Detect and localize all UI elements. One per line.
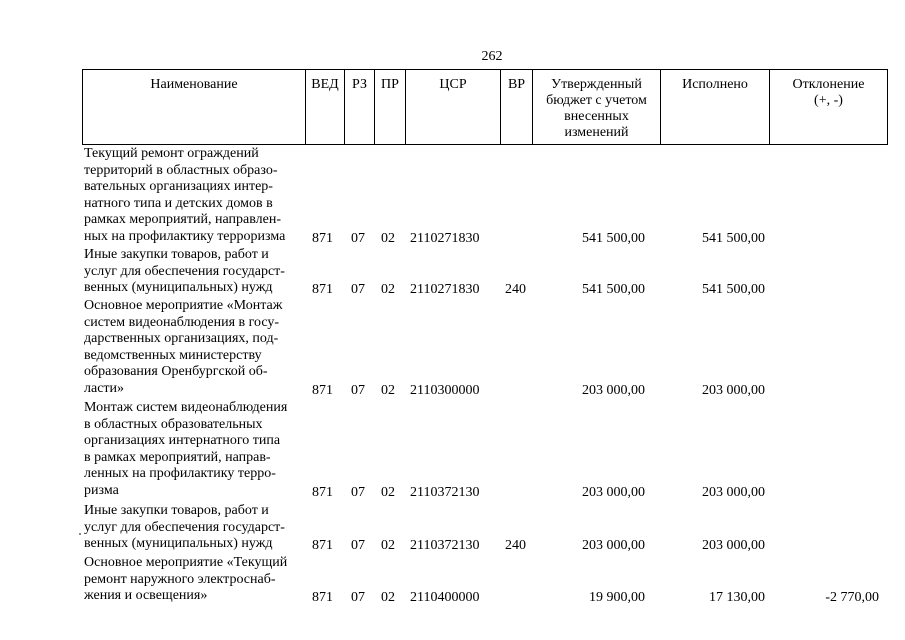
row-name-line: услуг для обеспечения государст- [84, 519, 285, 535]
row-vr: 240 [505, 282, 526, 297]
row-budget: 541 500,00 [582, 231, 645, 246]
row-rz: 07 [351, 485, 365, 500]
row-name-line: рамках мероприятий, направлен- [84, 212, 281, 228]
row-name-line: территорий в областных образо- [84, 162, 278, 178]
header-ved: ВЕД [305, 69, 344, 145]
row-name [84, 298, 312, 398]
row-done: 541 500,00 [702, 231, 765, 246]
row-ved: 871 [312, 282, 333, 297]
row-name-line: в областных образовательных [84, 416, 263, 432]
row-done: 17 130,00 [709, 590, 765, 605]
row-name [84, 400, 312, 500]
header-budget-line: Утвержденный [551, 77, 642, 92]
row-rz: 07 [351, 282, 365, 297]
row-name-line: ремонт наружного электроснаб- [84, 571, 276, 587]
row-name-line: ленных на профилактику терро- [84, 466, 276, 482]
row-name-line: дарственных организациях, под- [84, 331, 279, 347]
row-pr: 02 [381, 231, 395, 246]
row-ved: 871 [312, 231, 333, 246]
row-pr: 02 [381, 282, 395, 297]
header-deviation-line: (+, -) [814, 93, 843, 108]
header-deviation-line: Отклонение [792, 77, 865, 92]
row-pr: 02 [381, 590, 395, 605]
row-vr: 240 [505, 538, 526, 553]
header-done: Исполнено [660, 69, 769, 145]
row-name-line: ведомственных министерству [84, 347, 262, 363]
header-budget [532, 69, 660, 145]
row-budget: 203 000,00 [582, 383, 645, 398]
row-name-line: ласти» [84, 380, 125, 396]
row-name [84, 555, 312, 605]
row-name-line: образования Оренбургской об- [84, 364, 268, 380]
row-budget: 541 500,00 [582, 282, 645, 297]
row-ved: 871 [312, 485, 333, 500]
row-done: 203 000,00 [702, 485, 765, 500]
row-name-line: организациях интернатного типа [84, 433, 281, 449]
row-rz: 07 [351, 590, 365, 605]
row-budget: 203 000,00 [582, 485, 645, 500]
row-budget: 19 900,00 [589, 590, 645, 605]
row-name-line: жения и освещения» [84, 588, 208, 604]
row-name-line: венных (муниципальных) нужд [84, 536, 273, 552]
row-rz: 07 [351, 231, 365, 246]
row-name-line: Иные закупки товаров, работ и [84, 247, 269, 262]
row-name-line: венных (муниципальных) нужд [84, 280, 273, 296]
header-name: Наименование [82, 69, 305, 145]
row-ved: 871 [312, 538, 333, 553]
row-name-line: вательных организациях интер- [84, 179, 273, 195]
row-done: 203 000,00 [702, 538, 765, 553]
row-rz: 07 [351, 538, 365, 553]
row-rz: 07 [351, 383, 365, 398]
row-budget: 203 000,00 [582, 538, 645, 553]
row-name-line: Монтаж систем видеонаблюдения [84, 400, 288, 415]
row-name-line: натного типа и детских домов в [84, 195, 273, 211]
row-name-line: систем видеонаблюдения в госу- [84, 314, 280, 330]
row-name-line: в рамках мероприятий, направ- [84, 449, 271, 465]
header-pr: ПР [374, 69, 405, 145]
row-name-line: Иные закупки товаров, работ и [84, 503, 269, 518]
row-done: 541 500,00 [702, 282, 765, 297]
row-name-line: Основное мероприятие «Текущий [84, 555, 288, 570]
page-number: 262 [481, 49, 503, 64]
header-budget-line: внесенных [564, 109, 629, 124]
header-budget-line: изменений [564, 125, 629, 140]
row-name-line: Основное мероприятие «Монтаж [84, 298, 283, 313]
row-csr: 2110300000 [410, 383, 480, 398]
row-name-line: ных на профилактику терроризма [84, 228, 286, 244]
row-csr: 2110271830 [410, 231, 480, 246]
header-rz: РЗ [344, 69, 374, 145]
row-csr: 2110372130 [410, 538, 480, 553]
row-pr: 02 [381, 383, 395, 398]
row-name-line: услуг для обеспечения государст- [84, 263, 285, 279]
row-csr: 2110271830 [410, 282, 480, 297]
header-budget-line: бюджет с учетом [546, 93, 647, 108]
row-name-line: Текущий ремонт ограждений [84, 146, 259, 161]
row-deviation: -2 770,00 [825, 590, 879, 605]
table-header [82, 69, 888, 145]
row-csr: 2110372130 [410, 485, 480, 500]
row-name [84, 247, 312, 297]
header-vr: ВР [500, 69, 532, 145]
row-name [84, 146, 312, 246]
row-pr: 02 [381, 485, 395, 500]
row-csr: 2110400000 [410, 590, 480, 605]
header-deviation [769, 69, 888, 145]
row-ved: 871 [312, 590, 333, 605]
row-pr: 02 [381, 538, 395, 553]
header-csr: ЦСР [405, 69, 500, 145]
row-name-line: ризма [84, 482, 119, 498]
row-done: 203 000,00 [702, 383, 765, 398]
row-ved: 871 [312, 383, 333, 398]
row-name [84, 503, 312, 553]
scan-speck [79, 533, 81, 535]
